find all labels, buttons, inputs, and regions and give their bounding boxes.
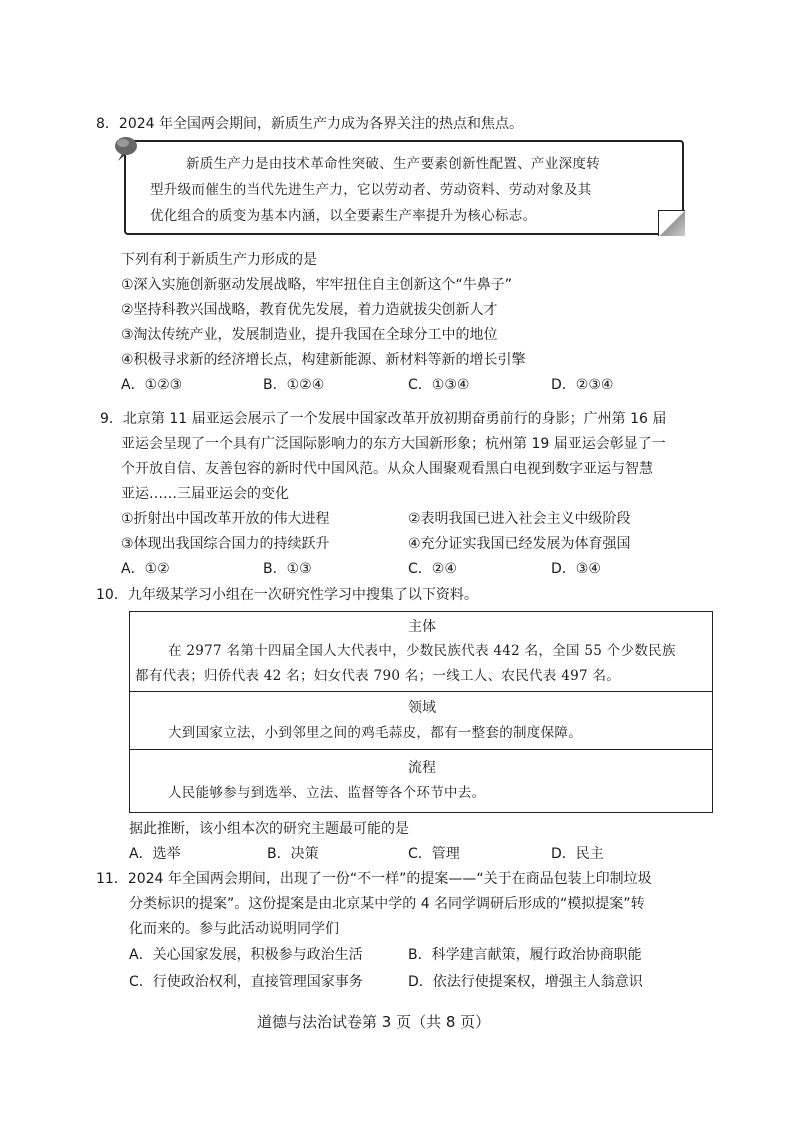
q8-statement-2: ②坚持科教兴国战略，教育优先发展，着力造就拔尖创新人才 xyxy=(121,302,498,318)
q9-option-c[interactable]: C．②④ xyxy=(408,561,457,577)
q10-option-c[interactable]: C．管理 xyxy=(408,846,460,862)
q9-stem-line-3: 个开放自信、友善包容的新时代中国风范。从众人围聚观看黑白电视到数字亚运与智慧 xyxy=(121,461,653,477)
q9-statement-1: ①折射出中国改革开放的伟大进程 xyxy=(121,511,330,527)
table-row-subject-line-2: 都有代表；归侨代表 42 名；妇女代表 790 名；一线工人、农民代表 497 名。 xyxy=(135,668,621,684)
q9-statement-3: ③体现出我国综合国力的持续跃升 xyxy=(121,536,330,552)
q8-option-c[interactable]: C．①③④ xyxy=(408,377,470,393)
table-divider xyxy=(129,691,713,692)
q11-stem-line-1: 11．2024 年全国两会期间，出现了一份“不一样”的提案——“关于在商品包装上印制垃圾 xyxy=(96,871,652,887)
q11-option-a[interactable]: A．关心国家发展，积极参与政治生活 xyxy=(129,947,363,963)
q9-option-b[interactable]: B．①③ xyxy=(263,561,312,577)
q11-option-d[interactable]: D．依法行使提案权，增强主人翁意识 xyxy=(408,974,643,990)
note-line-1: 新质生产力是由技术革命性突破、生产要素创新性配置、产业深度转 xyxy=(186,156,600,172)
q9-stem-line-4: 亚运……三届亚运会的变化 xyxy=(121,486,289,502)
q9-statement-2: ②表明我国已进入社会主义中级阶段 xyxy=(408,511,631,527)
table-row-process-line-1: 人民能够参与到选举、立法、监督等各个环节中去。 xyxy=(168,785,486,801)
q9-stem-line-1: 9．北京第 11 届亚运会展示了一个发展中国家改革开放初期奋勇前行的身影；广州第 16 届 xyxy=(100,411,667,427)
page-footer: 道德与法治试卷第 3 页（共 8 页） xyxy=(257,1013,491,1031)
q11-stem-line-2: 分类标识的提案”。这份提案是由北京某中学的 4 名同学调研后形成的“模拟提案”转 xyxy=(129,896,645,912)
q9-option-d[interactable]: D．③④ xyxy=(551,561,601,577)
table-divider xyxy=(129,749,713,750)
q10-option-d[interactable]: D．民主 xyxy=(551,846,604,862)
pushpin-icon xyxy=(110,132,140,162)
table-row-domain-line-1: 大到国家立法，小到邻里之间的鸡毛蒜皮，都有一整套的制度保障。 xyxy=(168,725,582,741)
note-line-3: 优化组合的质变为基本内涵，以全要素生产率提升为核心标志。 xyxy=(150,208,537,224)
table-heading-subject: 主体 xyxy=(408,619,436,635)
q11-option-b[interactable]: B．科学建言献策，履行政治协商职能 xyxy=(408,947,642,963)
page-curl-decoration xyxy=(658,210,685,236)
q8-option-a[interactable]: A．①②③ xyxy=(121,377,183,393)
q8-option-d[interactable]: D．②③④ xyxy=(551,377,614,393)
q11-stem-line-3: 化而来的。参与此活动说明同学们 xyxy=(129,921,339,937)
note-line-2: 型升级而催生的当代先进生产力，它以劳动者、劳动资料、劳动对象及其 xyxy=(150,182,592,198)
q8-stem: 8．2024 年全国两会期间，新质生产力成为各界关注的热点和焦点。 xyxy=(96,116,523,132)
table-row-subject-line-1: 在 2977 名第十四届全国人大代表中，少数民族代表 442 名，全国 55 个少数民族 xyxy=(168,643,676,659)
q10-question: 据此推断，该小组本次的研究主题最可能的是 xyxy=(129,821,409,837)
q11-option-c[interactable]: C．行使政治权利，直接管理国家事务 xyxy=(129,974,363,990)
q10-option-b[interactable]: B．决策 xyxy=(267,846,319,862)
q8-question: 下列有利于新质生产力形成的是 xyxy=(121,252,317,268)
q9-stem-line-2: 亚运会呈现了一个具有广泛国际影响力的东方大国新形象；杭州第 19 届亚运会彰显了一 xyxy=(121,436,666,452)
q9-option-a[interactable]: A．①② xyxy=(121,561,170,577)
q10-option-a[interactable]: A．选举 xyxy=(129,846,181,862)
q10-stem: 10．九年级某学习小组在一次研究性学习中搜集了以下资料。 xyxy=(96,587,478,603)
q8-option-b[interactable]: B．①②④ xyxy=(263,377,325,393)
q8-statement-1: ①深入实施创新驱动发展战略，牢牢扭住自主创新这个“牛鼻子” xyxy=(121,277,513,293)
q9-statement-4: ④充分证实我国已经发展为体育强国 xyxy=(408,536,631,552)
q8-statement-4: ④积极寻求新的经济增长点，构建新能源、新材料等新的增长引擎 xyxy=(121,352,526,368)
table-heading-process: 流程 xyxy=(408,760,436,776)
table-heading-domain: 领域 xyxy=(408,700,436,716)
q8-statement-3: ③淘汰传统产业，发展制造业，提升我国在全球分工中的地位 xyxy=(121,327,498,343)
